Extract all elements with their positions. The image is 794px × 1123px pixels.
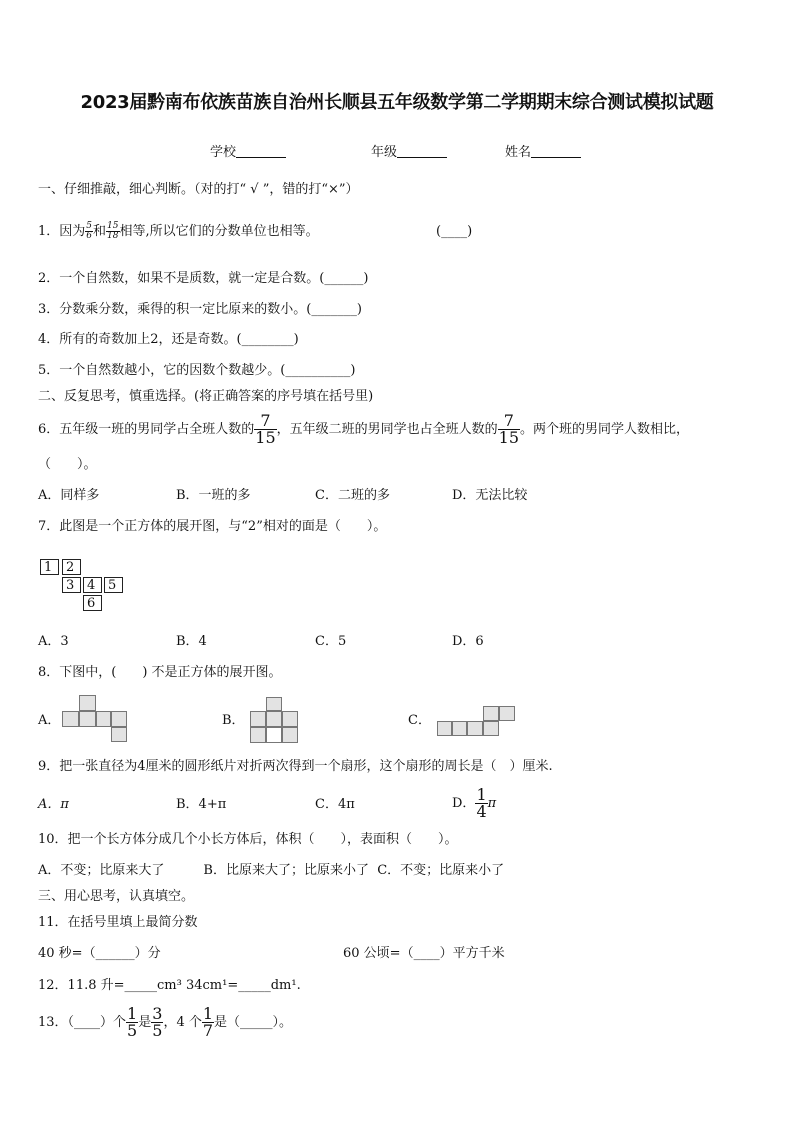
q9-option-d[interactable] bbox=[452, 786, 496, 822]
q1-fraction-b bbox=[106, 222, 119, 241]
fig-c-cell bbox=[437, 721, 452, 736]
q6-fb-denominator: 15 bbox=[498, 428, 520, 447]
question-6 bbox=[38, 410, 689, 450]
q9-d-label: D． bbox=[452, 796, 476, 811]
q13-p3: ，4 个 bbox=[163, 1015, 202, 1030]
question-12[interactable]: 12．11.8 升=_____cm³ 34cm¹=_____dm¹. bbox=[38, 978, 301, 993]
fig-c-cell bbox=[452, 721, 467, 736]
question-10: 10．把一个长方体分成几个小长方体后，体积（ ），表面积（ ）。 bbox=[38, 832, 458, 847]
q13-p2: 是 bbox=[138, 1015, 152, 1030]
fig-b-cell bbox=[282, 727, 298, 743]
net-cell-3: 3 bbox=[62, 577, 81, 593]
grade-blank[interactable] bbox=[397, 143, 447, 158]
q13-f2-denominator: 5 bbox=[152, 1021, 163, 1040]
q9-d-pi: π bbox=[487, 796, 497, 811]
section1-heading: 一、仔细推敲，细心判断。（对的打“ √ ”，错的打“×”） bbox=[38, 182, 359, 197]
question-1 bbox=[38, 222, 319, 242]
q13-fraction-1 bbox=[126, 1006, 138, 1039]
q7-option-a[interactable]: A．3 bbox=[38, 634, 69, 649]
q9-d-denominator: 4 bbox=[476, 802, 487, 821]
q9-option-a[interactable]: A．π bbox=[38, 797, 69, 812]
q8-label-c[interactable]: C． bbox=[408, 713, 431, 728]
q6-option-d[interactable]: D．无法比较 bbox=[452, 488, 528, 503]
fig-a-cell bbox=[62, 711, 79, 727]
fig-c-cell bbox=[467, 721, 483, 736]
grade-label: 年级 bbox=[371, 145, 398, 160]
q6-fraction-b bbox=[498, 413, 520, 446]
question-7: 7．此图是一个正方体的展开图，与“2”相对的面是（ ）。 bbox=[38, 519, 387, 534]
q6-fb-numerator: 7 bbox=[498, 413, 520, 430]
grade-field[interactable] bbox=[371, 141, 447, 160]
q6-line2: （ ）。 bbox=[38, 457, 97, 472]
fig-c-cell bbox=[483, 721, 499, 736]
fig-a-cell bbox=[79, 711, 96, 727]
question-11: 11．在括号里填上最简分数 bbox=[38, 915, 198, 930]
q13-fraction-2 bbox=[151, 1006, 163, 1039]
q1-num: 1． bbox=[38, 224, 60, 239]
q7-option-b[interactable]: B．4 bbox=[176, 634, 207, 649]
q8-label-a[interactable]: A． bbox=[38, 713, 61, 728]
q6-mid: ，五年级二班的男同学也占全班人数的 bbox=[276, 422, 498, 437]
q1-f1-numerator: 5 bbox=[86, 221, 93, 231]
q1-fraction-a bbox=[85, 222, 93, 241]
school-label: 学校 bbox=[210, 145, 237, 160]
q1-f2-numerator: 15 bbox=[107, 221, 119, 231]
q9-option-c[interactable]: C．4π bbox=[315, 797, 355, 812]
net-cell-5: 5 bbox=[104, 577, 123, 593]
q6-fraction-a bbox=[254, 413, 276, 446]
fig-b-cell bbox=[250, 727, 266, 743]
q9-d-numerator: 1 bbox=[476, 785, 487, 804]
fig-b-cell bbox=[266, 711, 282, 727]
q6-fa-numerator: 7 bbox=[254, 413, 276, 430]
q1-post: 相等,所以它们的分数单位也相等。 bbox=[119, 224, 319, 239]
q1-f1-denominator: 6 bbox=[86, 231, 93, 241]
net-cell-1: 1 bbox=[40, 559, 59, 575]
fig-a-cell bbox=[111, 727, 127, 742]
q6-option-c[interactable]: C．二班的多 bbox=[315, 488, 390, 503]
section3-heading: 三、用心思考，认真填空。 bbox=[38, 889, 195, 904]
q9-option-b[interactable]: B．4+π bbox=[176, 797, 227, 812]
q11-part-a[interactable]: 40 秒=（______）分 bbox=[38, 946, 161, 961]
q13-fraction-3 bbox=[202, 1006, 214, 1039]
q13-f3-denominator: 7 bbox=[202, 1021, 214, 1040]
fig-b-cell bbox=[266, 727, 282, 743]
fig-a-cell bbox=[96, 711, 111, 727]
name-field[interactable] bbox=[505, 141, 581, 160]
school-field[interactable] bbox=[210, 141, 286, 160]
q8-label-b[interactable]: B． bbox=[222, 713, 245, 728]
question-4: 4．所有的奇数加上2，还是奇数。(________) bbox=[38, 332, 299, 347]
q11-part-b[interactable]: 60 公顷=（____）平方千米 bbox=[343, 946, 505, 961]
question-3: 3．分数乘分数，乘得的积一定比原来的数小。(_______) bbox=[38, 302, 362, 317]
q9-d-fraction bbox=[475, 787, 487, 820]
fig-b-cell bbox=[266, 697, 282, 711]
question-9: 9．把一张直径为4厘米的圆形纸片对折两次得到一个扇形，这个扇形的周长是（ ）厘米. bbox=[38, 759, 553, 774]
fig-b-cell bbox=[282, 711, 298, 727]
question-5: 5．一个自然数越小，它的因数个数越少。(__________) bbox=[38, 363, 356, 378]
q1-mid: 和 bbox=[93, 224, 107, 239]
section2-heading: 二、反复思考，慎重选择。(将正确答案的序号填在括号里) bbox=[38, 389, 374, 404]
net-cell-6: 6 bbox=[83, 595, 102, 611]
q7-option-d[interactable]: D．6 bbox=[452, 634, 484, 649]
page-title: 2023届黔南布依族苗族自治州长顺县五年级数学第二学期期末综合测试模拟试题 bbox=[80, 92, 714, 113]
fig-a-cell bbox=[79, 695, 96, 711]
name-blank[interactable] bbox=[531, 143, 581, 158]
q6-fa-denominator: 15 bbox=[255, 428, 276, 447]
q13-f3-numerator: 1 bbox=[202, 1004, 214, 1023]
fig-c-cell bbox=[499, 706, 515, 721]
q13-f2-numerator: 3 bbox=[152, 1004, 163, 1023]
fig-c-cell bbox=[483, 706, 499, 721]
q13-f1-numerator: 1 bbox=[127, 1004, 138, 1023]
q1-f2-denominator: 18 bbox=[107, 231, 119, 241]
net-cell-2: 2 bbox=[62, 559, 81, 575]
question-8: 8．下图中，( ) 不是正方体的展开图。 bbox=[38, 665, 282, 680]
q13-p1: 13．（____）个 bbox=[38, 1015, 127, 1030]
q7-option-c[interactable]: C．5 bbox=[315, 634, 347, 649]
q6-post: 。两个班的男同学人数相比， bbox=[520, 422, 690, 437]
name-label: 姓名 bbox=[505, 145, 532, 160]
q1-pre: 因为 bbox=[59, 224, 86, 239]
q6-option-a[interactable]: A．同样多 bbox=[38, 488, 100, 503]
fig-a-cell bbox=[111, 711, 127, 727]
school-blank[interactable] bbox=[236, 143, 286, 158]
q6-option-b[interactable]: B．一班的多 bbox=[176, 488, 251, 503]
question-13[interactable] bbox=[38, 1003, 292, 1043]
q6-pre: 6．五年级一班的男同学占全班人数的 bbox=[38, 422, 255, 437]
q1-answer-paren[interactable]: (____) bbox=[436, 224, 473, 239]
fig-b-cell bbox=[250, 711, 266, 727]
q10-options[interactable]: A．不变；比原来大了 B．比原来大了；比原来小了 C．不变；比原来小了 bbox=[38, 863, 505, 878]
net-cell-4: 4 bbox=[83, 577, 102, 593]
question-2: 2．一个自然数，如果不是质数，就一定是合数。(______) bbox=[38, 271, 369, 286]
q13-p4: 是（_____）。 bbox=[214, 1015, 293, 1030]
q13-f1-denominator: 5 bbox=[127, 1021, 138, 1040]
